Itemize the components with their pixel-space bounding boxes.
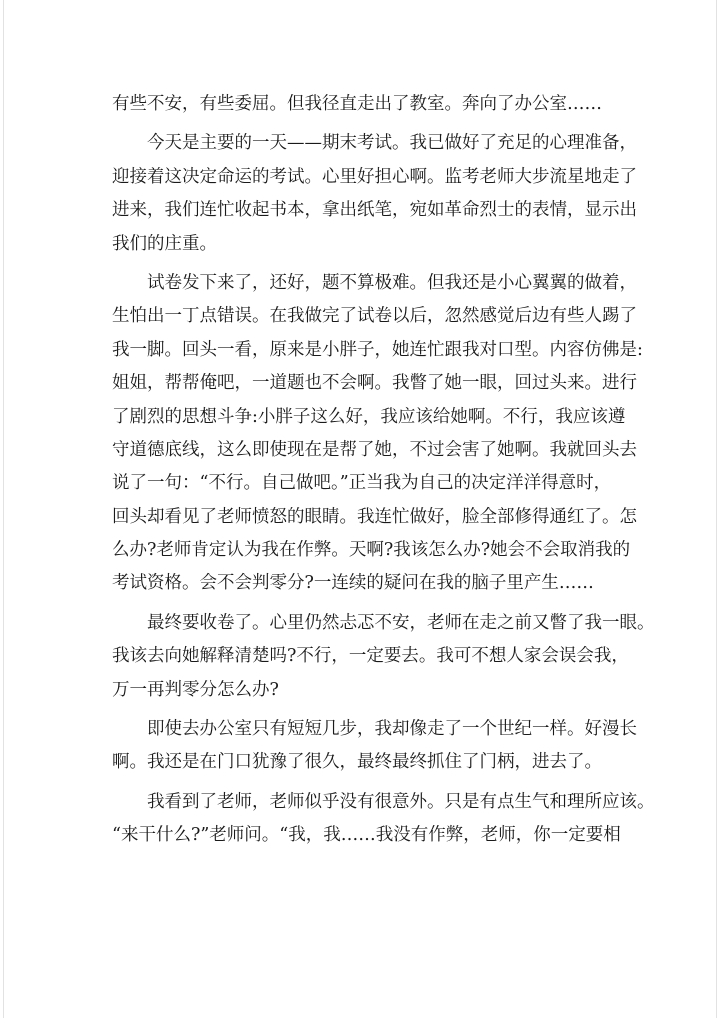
text-line: “来干什么?”老师问。“我，我……我没有作弊，老师，你一定要相	[112, 825, 621, 846]
text-line: 我看到了老师，老师似乎没有很意外。只是有点生气和理所应该。	[147, 791, 655, 812]
text-line: 万一再判零分怎么办?	[112, 679, 279, 700]
text-line: 生怕出一丁点错误。在我做完了试卷以后，忽然感觉后边有些人踢了	[112, 306, 637, 327]
text-line: 最终要收卷了。心里仍然忐忑不安，老师在走之前又瞥了我一眼。	[147, 612, 655, 633]
text-line: 进来，我们连忙收起书本，拿出纸笔，宛如革命烈士的表情，显示出	[112, 200, 637, 221]
text-line: 考试资格。会不会判零分?一连续的疑问在我的脑子里产生……	[112, 573, 594, 594]
text-line: 么办?老师肯定认为我在作弊。天啊?我该怎么办?她会不会取消我的	[112, 540, 631, 561]
text-line: 守道德底线，这么即使现在是帮了她，不过会害了她啊。我就回头去	[112, 439, 637, 460]
text-line: 我该去向她解释清楚吗?不行，一定要去。我可不想人家会误会我，	[112, 646, 629, 667]
text-line: 即使去办公室只有短短几步，我却像走了一个世纪一样。好漫长	[147, 719, 637, 740]
page-border-right	[716, 0, 717, 1018]
text-line: 我一脚。回头一看，原来是小胖子，她连忙跟我对口型。内容仿佛是:	[112, 339, 643, 360]
text-line: 试卷发下来了，还好，题不算极难。但我还是小心翼翼的做着，	[147, 272, 637, 293]
text-line: 我们的庄重。	[112, 233, 217, 254]
text-line: 了剧烈的思想斗争:小胖子这么好，我应该给她啊。不行，我应该遵	[112, 406, 626, 427]
text-line: 有些不安，有些委屈。但我径直走出了教室。奔向了办公室……	[112, 94, 602, 114]
page-border-left	[3, 0, 4, 1018]
text-line: 迎接着这决定命运的考试。心里好担心啊。监考老师大步流星地走了	[112, 166, 637, 187]
text-line: 姐姐，帮帮俺吧，一道题也不会啊。我瞥了她一眼，回过头来。进行	[112, 373, 637, 394]
text-line: 啊。我还是在门口犹豫了很久，最终最终抓住了门柄，进去了。	[112, 752, 602, 773]
text-line: 说了一句：“不行。自己做吧。”正当我为自己的决定洋洋得意时，	[112, 473, 612, 494]
text-line: 今天是主要的一天——期末考试。我已做好了充足的心理准备，	[147, 133, 637, 154]
document-body	[112, 88, 655, 853]
text-line: 回头却看见了老师愤怒的眼睛。我连忙做好，脸全部修得通红了。怎	[112, 506, 637, 527]
